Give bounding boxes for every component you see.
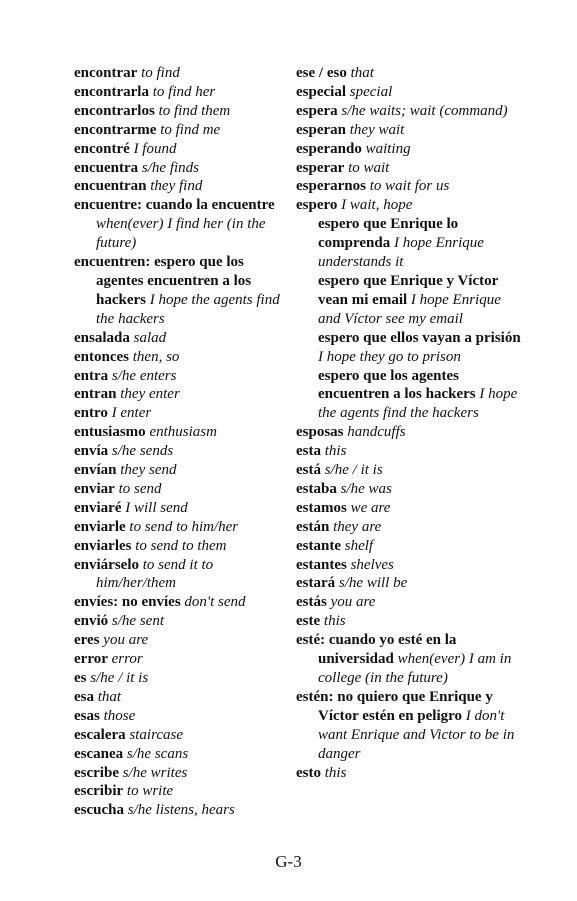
- headword: envía: [74, 443, 109, 460]
- glossary-right-column: [296, 64, 522, 782]
- glossary-entry: [296, 499, 522, 518]
- glossary-entry: [74, 367, 290, 386]
- headword: estén: no quiero que Enrique y Víctor estén en peligro: [296, 688, 493, 724]
- glossary-entry: [74, 801, 290, 820]
- translation: we are: [350, 499, 391, 516]
- glossary-entry: [74, 650, 290, 669]
- translation: waiting: [365, 140, 411, 157]
- headword: encontré: [74, 140, 130, 157]
- headword: enviárselo: [74, 556, 139, 573]
- glossary-entry: [74, 726, 290, 745]
- glossary-entry: [74, 253, 290, 329]
- glossary-entry: [74, 782, 290, 801]
- translation: s/he / it is: [90, 670, 149, 686]
- headword: estaba: [296, 480, 337, 497]
- glossary-entry: [296, 556, 522, 575]
- translation: this: [324, 443, 347, 460]
- headword: encuentran: [74, 178, 147, 195]
- glossary-entry: [74, 764, 290, 783]
- translation: to find: [141, 65, 180, 81]
- translation: to find her: [152, 83, 216, 100]
- headword: están: [296, 518, 330, 535]
- translation: I found: [133, 140, 177, 157]
- headword: estará: [296, 575, 336, 592]
- translation: s/he sends: [111, 443, 174, 460]
- headword: enviarles: [74, 537, 132, 554]
- glossary-entry: [74, 196, 290, 253]
- translation: s/he sent: [111, 613, 164, 630]
- headword: encuentra: [74, 159, 139, 176]
- glossary-entry: [74, 140, 290, 159]
- headword: escucha: [74, 802, 124, 819]
- glossary-entry: [296, 442, 522, 461]
- translation: to find them: [158, 102, 231, 119]
- glossary-entry: [74, 442, 290, 461]
- glossary-entry: [74, 745, 290, 764]
- glossary-entry: [74, 404, 290, 423]
- headword: esperando: [296, 140, 362, 157]
- translation: then, so: [132, 348, 180, 365]
- headword: encuentre: cuando la encuentre: [74, 197, 275, 214]
- translation: s/he writes: [122, 764, 188, 781]
- translation: they are: [333, 518, 382, 535]
- headword: esperan: [296, 121, 346, 138]
- glossary-entry: [296, 102, 522, 121]
- glossary-entry: [74, 499, 290, 518]
- glossary-entry: [296, 121, 522, 140]
- translation: those: [103, 707, 136, 724]
- translation: to wait: [348, 159, 390, 176]
- translation: to send: [118, 480, 162, 497]
- translation: when(ever) I find her (in the future): [96, 216, 266, 252]
- translation: s/he will be: [338, 575, 408, 592]
- glossary-entry: [74, 631, 290, 650]
- glossary-entry: [296, 612, 522, 631]
- headword: enviarle: [74, 518, 126, 535]
- glossary-entry: [74, 593, 290, 612]
- translation: shelf: [344, 537, 374, 554]
- translation: they find: [150, 178, 203, 195]
- translation: that: [350, 65, 374, 81]
- headword: espero que Enrique lo comprenda: [318, 216, 459, 252]
- headword: encontrarme: [74, 121, 157, 138]
- glossary-entry: [74, 423, 290, 442]
- headword: estantes: [296, 556, 347, 573]
- glossary-entry: [74, 385, 290, 404]
- glossary-entry: [74, 612, 290, 631]
- glossary-entry: [74, 707, 290, 726]
- headword: enviar: [74, 480, 115, 497]
- glossary-sub-entry: [318, 367, 522, 424]
- glossary-entry: [74, 537, 290, 556]
- glossary-entry: [74, 121, 290, 140]
- headword: esperarnos: [296, 178, 366, 195]
- translation: I hope they go to prison: [318, 348, 461, 365]
- glossary-entry: [74, 329, 290, 348]
- translation: I don't want Enrique and Victor to be in danger: [318, 707, 515, 762]
- headword: esto: [296, 764, 321, 781]
- headword: espero que Enrique y Víctor vean mi email: [318, 272, 499, 308]
- headword: esté: cuando yo esté en la universidad: [296, 632, 457, 668]
- translation: I will send: [125, 499, 188, 516]
- translation: enthusiasm: [149, 424, 217, 441]
- headword: eres: [74, 632, 100, 649]
- glossary-entry: [74, 669, 290, 688]
- glossary-entry: [74, 177, 290, 196]
- headword: encontrarlos: [74, 102, 155, 119]
- headword: escribir: [74, 783, 124, 800]
- headword: ese / eso: [296, 65, 347, 81]
- translation: special: [349, 83, 393, 100]
- glossary-entry: [296, 83, 522, 102]
- headword: especial: [296, 83, 346, 100]
- headword: esperar: [296, 159, 345, 176]
- glossary-sub-entry: [318, 272, 522, 329]
- headword: estamos: [296, 499, 347, 516]
- headword: envió: [74, 613, 109, 630]
- headword: encontrarla: [74, 83, 149, 100]
- translation: shelves: [350, 556, 394, 573]
- translation: this: [323, 613, 346, 630]
- glossary-entry: [74, 159, 290, 178]
- glossary-entry: [74, 461, 290, 480]
- translation: to send to them: [135, 537, 227, 554]
- headword: espera: [296, 102, 338, 119]
- translation: don't send: [184, 594, 246, 611]
- glossary-entry: [296, 537, 522, 556]
- headword: entran: [74, 386, 117, 403]
- headword: encontrar: [74, 65, 138, 81]
- page-number: G-3: [275, 852, 302, 871]
- glossary-entry: [296, 159, 522, 178]
- headword: escalera: [74, 726, 126, 743]
- glossary-entry: [296, 518, 522, 537]
- glossary-entry: [74, 480, 290, 499]
- headword: estás: [296, 594, 327, 611]
- headword: es: [74, 670, 87, 686]
- glossary-entry: [296, 196, 522, 215]
- translation: staircase: [129, 726, 183, 743]
- headword: espero: [296, 197, 338, 214]
- glossary-entry: [74, 518, 290, 537]
- translation: that: [97, 688, 122, 705]
- translation: I hope Enrique understands it: [318, 235, 484, 271]
- translation: s/he finds: [141, 159, 199, 176]
- translation: I enter: [111, 405, 152, 422]
- translation: s/he was: [340, 480, 392, 497]
- translation: error: [111, 651, 143, 668]
- headword: ensalada: [74, 329, 130, 346]
- glossary-entry: [296, 631, 522, 688]
- glossary-entry: [296, 574, 522, 593]
- headword: estante: [296, 537, 341, 554]
- translation: they send: [120, 462, 177, 479]
- glossary-sub-entry: [318, 215, 522, 272]
- translation: s/he scans: [126, 745, 189, 762]
- glossary-entry: [296, 177, 522, 196]
- glossary-entry: [296, 140, 522, 159]
- headword: entonces: [74, 348, 129, 365]
- glossary-sub-entry: [318, 329, 522, 367]
- glossary-entry: [296, 64, 522, 83]
- translation: you are: [330, 594, 376, 611]
- translation: to send to him/her: [129, 518, 239, 535]
- glossary-entry: [296, 480, 522, 499]
- headword: esta: [296, 443, 321, 460]
- translation: s/he listens, hears: [127, 802, 235, 819]
- translation: to find me: [160, 121, 221, 138]
- translation: s/he enters: [111, 367, 177, 384]
- translation: to write: [126, 783, 174, 800]
- headword: envíes: no envíes: [74, 594, 181, 611]
- translation: handcuffs: [347, 424, 406, 441]
- translation: to wait for us: [369, 178, 450, 195]
- glossary-entry: [74, 64, 290, 83]
- translation: s/he / it is: [324, 462, 383, 479]
- translation: salad: [133, 329, 167, 346]
- headword: esa: [74, 688, 94, 705]
- headword: entro: [74, 405, 108, 422]
- headword: esposas: [296, 424, 344, 441]
- glossary-entry: [74, 688, 290, 707]
- translation: I hope the agents find the hackers: [96, 291, 280, 327]
- headword: escanea: [74, 745, 124, 762]
- headword: escribe: [74, 764, 119, 781]
- headword: encuentren: espero que los agentes encuentren a los hackers: [74, 254, 252, 308]
- headword: está: [296, 462, 321, 479]
- translation: you are: [103, 632, 149, 649]
- glossary-entry: [296, 593, 522, 612]
- sub-entries: [296, 215, 522, 423]
- headword: entra: [74, 367, 109, 384]
- headword: este: [296, 613, 321, 630]
- translation: they wait: [349, 121, 405, 138]
- headword: entusiasmo: [74, 424, 146, 441]
- translation: I hope Enrique and Víctor see my email: [318, 291, 501, 327]
- translation: s/he waits; wait (command): [341, 102, 508, 119]
- glossary-entry: [296, 688, 522, 764]
- glossary-entry: [74, 83, 290, 102]
- headword: envían: [74, 462, 117, 479]
- glossary-entry: [296, 764, 522, 783]
- glossary-entry: [74, 348, 290, 367]
- translation: I hope the agents find the hackers: [318, 386, 518, 422]
- glossary-entry: [74, 102, 290, 121]
- translation: when(ever) I am in college (in the future): [318, 651, 512, 686]
- translation: I wait, hope: [341, 197, 413, 214]
- translation: this: [324, 764, 347, 781]
- headword: error: [74, 651, 108, 668]
- translation: they enter: [120, 386, 180, 403]
- headword: espero que los agentes encuentren a los hackers: [318, 367, 476, 403]
- translation: to send it to him/her/them: [96, 556, 214, 592]
- headword: espero que ellos vayan a prisión: [318, 329, 521, 346]
- headword: esas: [74, 707, 100, 724]
- glossary-left-column: [74, 64, 290, 820]
- glossary-entry: [74, 556, 290, 594]
- glossary-entry: [296, 423, 522, 442]
- glossary-entry: [296, 461, 522, 480]
- headword: enviaré: [74, 499, 122, 516]
